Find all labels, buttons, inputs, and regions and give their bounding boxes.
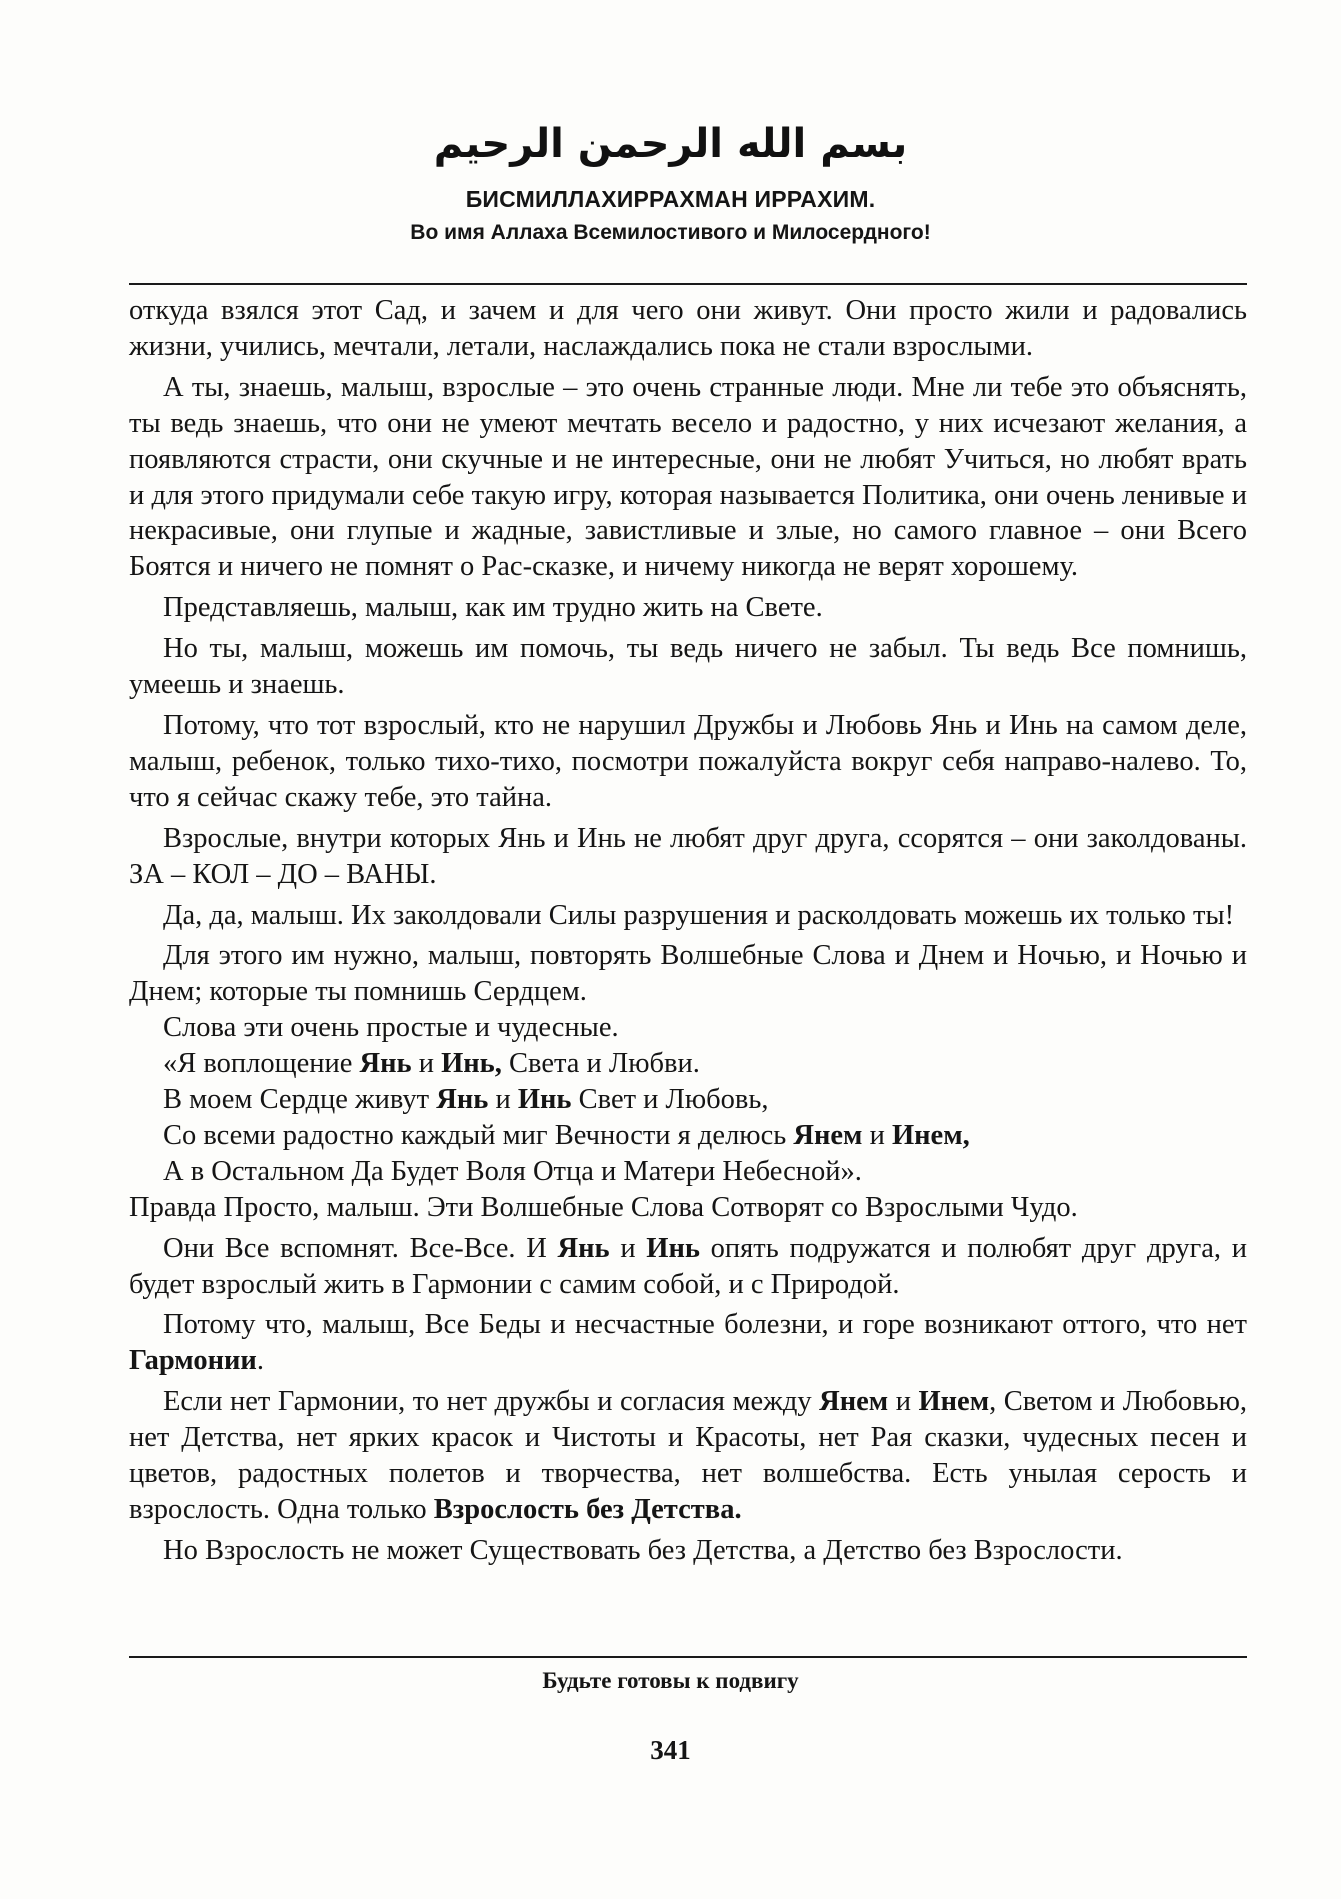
paragraph: Потому, что тот взрослый, кто не нарушил Дружбы и Любовь Янь и Инь на самом деле, малыш, ребенок, только тихо-тихо, посмотри пожалуйста вокруг себя направо-налево. То, что я сейчас скажу тебе, это тайна. <box>129 709 1247 813</box>
verse-text: и <box>488 1084 518 1116</box>
paragraph: Для этого им нужно, малыш, повторять Волшебные Слова и Днем и Ночью, и Ночью и Днем; которые ты помнишь Сердцем. <box>129 940 1247 1008</box>
paragraph: Слова эти очень простые и чудесные. <box>163 1012 619 1044</box>
verse-bold: Янь <box>359 1048 412 1080</box>
verse-text: Свет и Любовь, <box>571 1084 769 1116</box>
page-number: 341 <box>650 1735 691 1765</box>
para-bold: Инем <box>918 1386 990 1418</box>
paragraph: Правда Просто, малыш. Эти Волшебные Слова Сотворят со Взрослыми Чудо. <box>129 1191 1078 1223</box>
header-title: БИСМИЛЛАХИРРАХМАН ИРРАХИМ. <box>465 186 876 212</box>
verse-bold: Инь <box>517 1084 572 1116</box>
verse-text: В моем Сердце живут <box>163 1084 437 1116</box>
page-header <box>0 112 1341 250</box>
paragraph: А ты, знаешь, малыш, взрослые – это очень странные люди. Мне ли тебе это объяснять, ты ведь знаешь, что они не умеют мечтать весело и радостно, у них исчезают желания, а появляются страсти, они скучные и не интересные, они не любят Учиться, но любят врать и для этого придумали себе такую игру, которая называется Политика, они очень ленивые и некрасивые, они глупые и жадные, завистливые и злые, но самого главное – они Всего Боятся и ничего не помнят о Рас-сказке, и ничему никогда не верят хорошему. <box>129 371 1247 583</box>
verse-text: и <box>411 1048 442 1080</box>
para-text: Они Все вспомнят. Все-Все. И <box>163 1232 558 1264</box>
para-text: . <box>256 1345 264 1377</box>
verse-text: Света и Любви. <box>501 1048 700 1080</box>
paragraph: Представляешь, малыш, как им трудно жить на Свете. <box>163 592 823 624</box>
para-text: , Светом и Любовью, нет Детства, нет ярких красок и Чистоты и Красоты, нет Рая сказки, чудесных песен и цветов, радостных полетов и творчества, нет волшебства. Есть унылая серость и взрослость. Одна только <box>129 1386 1248 1525</box>
paragraph: откуда взялся этот Сад, и зачем и для чего они живут. Они просто жили и радовались жизни, учились, мечтали, летали, наслаждались пока не стали взрослыми. <box>129 295 1247 362</box>
para-bold: Янем <box>819 1386 889 1418</box>
para-bold: Взрослость без Детства. <box>433 1494 742 1525</box>
paragraph <box>129 1384 1247 1528</box>
para-text: и <box>609 1232 647 1264</box>
verse-line: А в Остальном Да Будет Воля Отца и Матери Небесной». <box>163 1155 862 1187</box>
verse-text: Со всеми радостно каждый миг Вечности я делюсь <box>163 1119 794 1151</box>
verse-bold: Инь, <box>441 1048 502 1080</box>
verse-line <box>129 1118 1247 1154</box>
para-text: опять подружатся и полюбят друг друга, и будет взрослый жить в Гармонии с самим собой, и с Природой. <box>129 1232 1247 1300</box>
verse-bold: Инем, <box>891 1119 970 1151</box>
verse-text: «Я воплощение <box>163 1048 360 1080</box>
verse-line <box>129 1046 1247 1082</box>
paragraph: Взрослые, внутри которых Янь и Инь не любят друг друга, ссорятся – они заколдованы. ЗА – КОЛ – ДО – ВАНЫ. <box>129 822 1247 890</box>
para-bold: Инь <box>646 1232 700 1264</box>
para-text: Потому что, малыш, Все Беды и несчастные болезни, и горе возникают оттого, что нет <box>163 1309 1247 1341</box>
para-text: Если нет Гармонии, то нет дружбы и согласия между <box>163 1386 820 1418</box>
paragraph: Да, да, малыш. Их заколдовали Силы разрушения и расколдовать можешь их только ты! <box>163 899 1235 931</box>
verse-text: и <box>862 1119 892 1151</box>
header-subtitle: Во имя Аллаха Всемилостивого и Милосердного! <box>410 221 931 244</box>
paragraph: Но ты, малыш, можешь им помочь, ты ведь ничего не забыл. Ты ведь Все помнишь, умеешь и знаешь. <box>129 633 1247 701</box>
para-bold: Янь <box>557 1232 610 1264</box>
paragraph <box>129 1231 1247 1303</box>
para-bold: Гармонии <box>129 1345 257 1377</box>
para-text: и <box>888 1386 919 1418</box>
footer-divider <box>129 1656 1247 1658</box>
body-text <box>129 293 1247 1569</box>
bismillah-calligraphy: بسم الله الرحمن الرحيم <box>433 121 908 167</box>
verse-bold: Янем <box>793 1119 863 1151</box>
paragraph: Но Взрослость не может Существовать без Детства, а Детство без Взрослости. <box>163 1534 1123 1566</box>
header-divider <box>129 283 1247 285</box>
verse-line <box>129 1082 1247 1118</box>
running-footer-title: Будьте готовы к подвигу <box>542 1668 799 1693</box>
paragraph <box>129 1307 1247 1379</box>
verse-bold: Янь <box>436 1084 489 1116</box>
